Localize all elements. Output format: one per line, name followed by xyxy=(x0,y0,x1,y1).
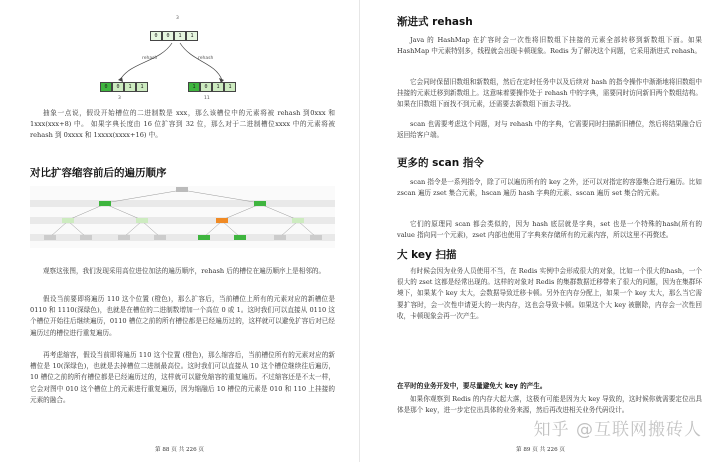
top-bit-1: 0 xyxy=(162,31,174,41)
top-bit-0: 0 xyxy=(150,31,162,41)
paragraph-scan-rehash: scan 也需要考虑这个问题，对与 rehash 中的字典，它需要同时扫描新旧槽位，然后将结果融合后返回给客户端。 xyxy=(397,120,702,140)
paragraph-dual-array: 它会同时保留旧数组和新数组，然后在定时任务中以及后续对 hash 的指令操作中渐渐地将旧数组中挂接的元素迁移到新数组上。这意味着要操作处于 rehash 中的字典，需要同时访问新旧两个数组结构。如果在旧数组下面找不到元素，还需要去新数组下面去寻找。 xyxy=(397,78,702,109)
top-bit-3: 1 xyxy=(186,31,198,41)
right-bit-1: 0 xyxy=(200,82,212,92)
paragraph-scan-principle: 它们的原理同 scan 都会类似的，因为 hash 底层就是字典，set 也是一个特殊的hash(所有的 value 指向同一个元素)，zset 内部也使用了字典来存储所有的元素内容，所以这里不再赘述。 xyxy=(397,220,702,240)
heading-more-scan: 更多的 scan 指令 xyxy=(397,157,484,169)
top-bit-2: 1 xyxy=(174,31,186,41)
paragraph-expand: 假设当前要即将遍历 110 这个位置 (橙色)，那么扩容后，当前槽位上所有的元素对应的新槽位是 0110 和 1110(深绿色)，也就是在槽位的二进制数增加一个高位 0 或 1。这时我们可以直接从 0110 这个槽位开始往后继续遍历，0110 槽位之前的所有槽位都是已经遍历过的，这样就可以避免扩容后对已经遍历过的槽位进行重复遍历。 xyxy=(30,295,335,337)
paragraph-big-key-problem: 有时候会因为业务人员使用不当，在 Redis 实例中会形成很大的对象，比如一个很大的hash，一个很大的 zset 这都是经常出现的。这样的对象对 Redis 的集群数据迁移带来了很大的问题，因为在集群环境下，如果某个 key 太大，会数据导致迁移卡顿。另外在内存分配上，如果一个 key 太大，那么当它需要扩容时，会一次性申请更大的一块内存，这也会导致卡顿。如果这个大 key 被删除，内存会一次性回收，卡顿现象会再一次产生。 xyxy=(397,267,702,320)
traversal-order-figure xyxy=(30,186,335,248)
right-bit-3: 1 xyxy=(224,82,236,92)
right-bit-0: 1 xyxy=(188,82,200,92)
left-bit-3: 1 xyxy=(136,82,148,92)
rehash-arrows xyxy=(0,0,360,110)
right-page xyxy=(361,0,720,462)
paragraph-scan-family: scan 指令是一系列指令，除了可以遍历所有的 key 之外，还可以对指定的容器集合进行遍历。比如 zscan 遍历 zset 集合元素，hscan 遍历 hash 字典的元素、sscan 遍历 set 集合的元素。 xyxy=(397,178,702,198)
heading-progressive-rehash: 渐进式 rehash xyxy=(397,16,473,28)
rehash-right-label: rehash xyxy=(198,56,214,61)
paragraph-memory-fluctuation: 如果你观察到 Redis 的内存大起大落，这极有可能是因为大 key 导致的，这时候你就需要定位出具体是那个 key，进一步定位出具体的业务来源，然后再改进相关业务代码设计。 xyxy=(397,395,702,415)
paragraph-hashmap: Java 的 HashMap 在扩容时会一次性将旧数组下挂接的元素全部转移到新数组下面。如果 HashMap 中元素特别多，线程就会出现卡顿现象。Redis 为了解决这个问题，它采用渐进式 rehash。 xyxy=(397,36,702,56)
heading-big-key: 大 key 扫描 xyxy=(397,249,457,261)
big-key-note: 在平时的业务开发中，要尽量避免大 key 的产生。 xyxy=(397,382,547,390)
top-slot-label: 3 xyxy=(176,16,179,21)
right-bit-2: 1 xyxy=(212,82,224,92)
left-bit-0: 0 xyxy=(100,82,112,92)
paragraph-observation: 观察这张图，我们发现采用高位进位加法的遍历顺序，rehash 后的槽位在遍历顺序上是相邻的。 xyxy=(43,267,326,275)
zhihu-watermark: 知乎 @互联网搬砖人 xyxy=(533,420,702,440)
bottom-left-label: 3 xyxy=(118,96,121,101)
rehash-left-label: rehash xyxy=(142,56,158,61)
bottom-right-label: 11 xyxy=(204,96,210,101)
paragraph-shrink: 再考虑缩容，假设当前即将遍历 110 这个位置 (橙色)，那么缩容后，当前槽位所有的元素对应的新槽位是 10(深绿色)，也就是去掉槽位二进制最高位。这时我们可以直接从 10 这个槽位继续往后遍历，10 槽位之前的所有槽位都是已经遍历过的，这样就可以避免缩容的重复遍历。不过缩容还是不太一样，它会对图中 010 这个槽位上的元素进行重复遍历，因为缩融后 10 槽位的元素是 010 和 110 上挂接的元素的融合。 xyxy=(30,351,335,404)
paragraph-abstract: 抽象一点说，假设开始槽位的二进制数是 xxx，那么该槽位中的元素将被 rehash 到0xxx 和 1xxx(xxx+8) 中。 如果字典长度由 16 位扩容到 32 位，那么对于二进制槽位xxxx 中的元素将被 rehash 到 0xxxx 和 1xxxx(xxxx+16) 中。 xyxy=(30,109,335,140)
page-footer-right: 第 89 页 共 226 页 xyxy=(515,447,566,453)
section-heading: 对比扩容缩容前后的遍历顺序 xyxy=(30,167,167,179)
left-bit-1: 0 xyxy=(112,82,124,92)
page-footer-left: 第 88 页 共 226 页 xyxy=(154,447,205,453)
left-bit-2: 1 xyxy=(124,82,136,92)
